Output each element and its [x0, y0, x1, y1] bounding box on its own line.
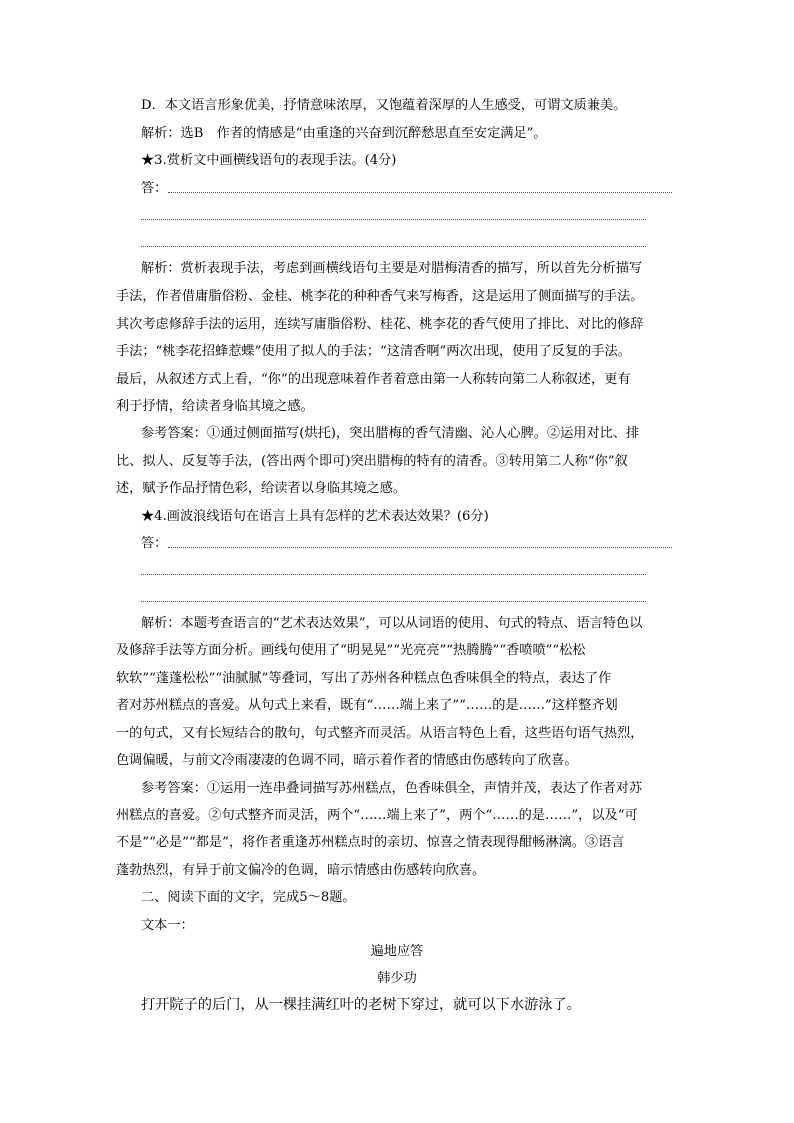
article-author: 韩少功: [377, 971, 417, 986]
answer-line[interactable]: [141, 246, 646, 247]
analysis-line: 解析：选B 作者的情感是“由重逢的兴奋到沉醉愁思直至安定满足”。: [141, 126, 547, 141]
option-d: D．本文语言形象优美，抒情意味浓厚，又饱蕴着深厚的人生感受，可谓文质兼美。: [141, 98, 627, 113]
analysis-paragraph: 软软”“蓬蓬松松”“油腻腻”等叠词，写出了苏州各种糕点色香味俱全的特点，表达了作: [116, 671, 612, 686]
analysis-paragraph: 及修辞手法等方面分析。画线句使用了“明晃晃”“光亮亮”“热腾腾”“香喷喷”“松松: [116, 643, 586, 658]
answer-line[interactable]: [168, 192, 672, 193]
answer-line[interactable]: [168, 547, 672, 548]
reference-answer: 蓬勃热烈，有异于前文偏冷的色调，暗示情感由伤感转向欣喜。: [116, 863, 486, 878]
analysis-paragraph: 利于抒情，给读者身临其境之感。: [116, 399, 314, 414]
analysis-paragraph: 最后，从叙述方式上看，“你”的出现意味着作者着意由第一人称转向第二人称叙述，更有: [116, 372, 631, 387]
answer-line[interactable]: [141, 601, 646, 602]
analysis-paragraph: 解析：赏析表现手法，考虑到画横线语句主要是对腊梅清香的描写，所以首先分析描写: [141, 261, 643, 276]
analysis-paragraph: 解析：本题考查语言的“艺术表达效果”，可以从词语的使用、句式的特点、语言特色以: [141, 616, 643, 631]
question-3: ★3.赏析文中画横线语句的表现手法。(4分): [141, 153, 397, 168]
analysis-paragraph: 一的句式，又有长短结合的散句，句式整齐而灵活。从语言特色上看，这些语句语气热烈，: [116, 726, 644, 741]
section-heading: 二、阅读下面的文字，完成5～8题。: [141, 890, 356, 905]
analysis-paragraph: 其次考虑修辞手法的运用，连续写庸脂俗粉、桂花、桃李花的香气使用了排比、对比的修辞: [116, 317, 644, 332]
reference-answer: 述，赋予作品抒情色彩，给读者以身临其境之感。: [116, 481, 407, 496]
reference-answer: 参考答案：①运用一连串叠词描写苏州糕点，色香味俱全，声情并茂，表达了作者对苏: [141, 781, 643, 796]
reference-answer: 比、拟人、反复等手法，(答出两个即可)突出腊梅的特有的清香。③转用第二人称“你”叙: [116, 454, 628, 469]
answer-label: 答：: [141, 536, 168, 551]
question-4: ★4.画波浪线语句在语言上具有怎样的艺术表达效果？(6分): [141, 509, 489, 524]
text-label: 文本一：: [141, 918, 194, 933]
answer-line[interactable]: [141, 219, 646, 220]
analysis-paragraph: 手法；“桃李花招蜂惹蝶”使用了拟人的手法；“这清香啊”两次出现，使用了反复的手法。: [116, 344, 631, 359]
analysis-paragraph: 色调偏暖，与前文冷雨凄凄的色调不同，暗示着作者的情感由伤感转向了欣喜。: [116, 753, 578, 768]
reference-answer: 不是”“必是”“都是”，将作者重逢苏州糕点时的亲切、惊喜之情表现得酣畅淋漓。③语言: [116, 835, 625, 850]
analysis-paragraph: 者对苏州糕点的喜爱。从句式上来看，既有“……端上来了”“……的是……”这样整齐划: [116, 698, 618, 713]
answer-label: 答：: [141, 181, 168, 196]
reference-answer: 参考答案：①通过侧面描写(烘托)，突出腊梅的香气清幽、沁人心脾。②运用对比、排: [141, 426, 640, 441]
reference-answer: 州糕点的喜爱。②句式整齐而灵活，两个“……端上来了”，两个“……的是……”，以及“可: [116, 808, 638, 823]
answer-line[interactable]: [141, 574, 646, 575]
article-title: 遍地应答: [370, 944, 424, 959]
article-paragraph: 打开院子的后门，从一棵挂满红叶的老树下穿过，就可以下水游泳了。: [141, 997, 581, 1013]
analysis-paragraph: 手法，作者借庸脂俗粉、金桂、桃李花的种种香气来写梅香，这是运用了侧面描写的手法。: [116, 289, 644, 304]
